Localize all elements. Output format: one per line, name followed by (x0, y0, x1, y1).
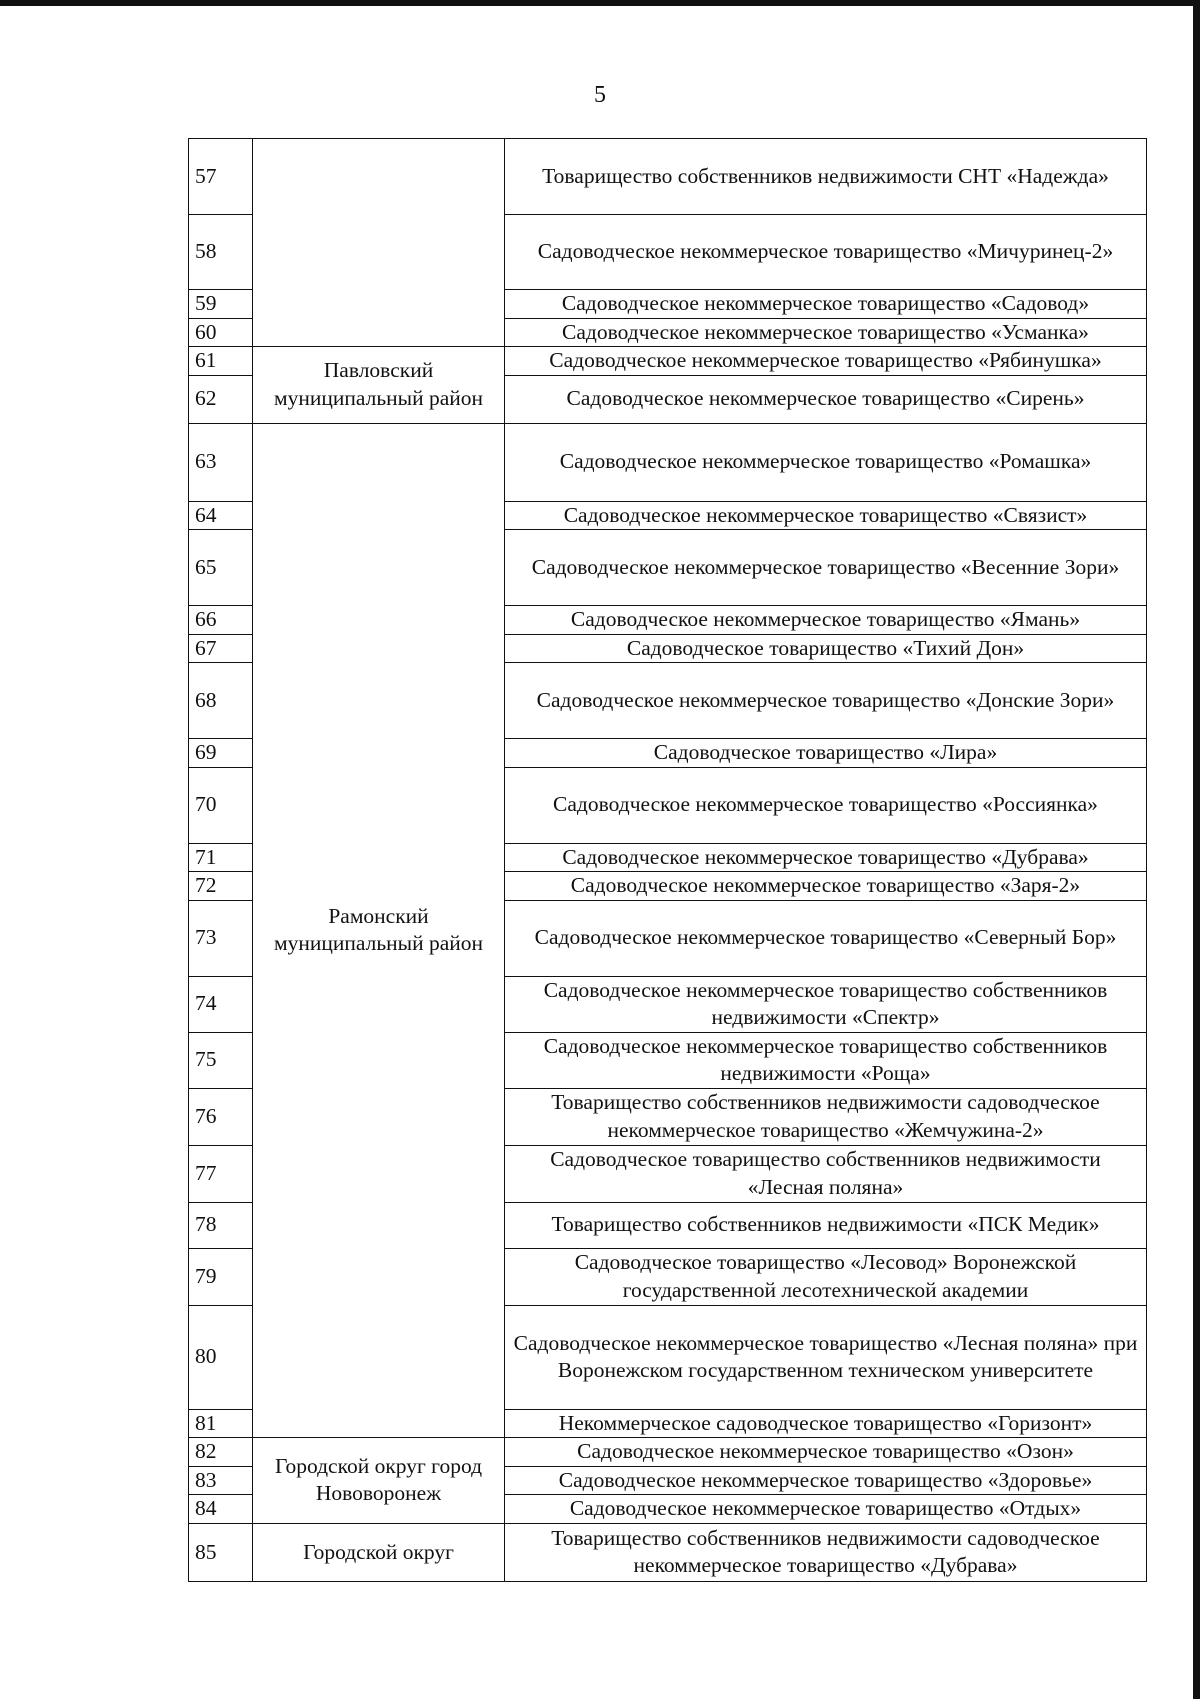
organization-name: Товарищество собственников недвижимости садоводческое некоммерческое товарищество «Жемчужина-2» (505, 1088, 1147, 1145)
row-number: 77 (189, 1145, 253, 1202)
organization-name: Товарищество собственников недвижимости «ПСК Медик» (505, 1202, 1147, 1248)
table-row (189, 423, 1147, 501)
row-number: 63 (189, 423, 253, 501)
organization-name: Садоводческое некоммерческое товарищество «Весенние Зори» (505, 530, 1147, 606)
row-number: 75 (189, 1032, 253, 1088)
organization-name: Садоводческое некоммерческое товарищество «Мичуринец-2» (505, 215, 1147, 290)
organization-name: Садоводческое некоммерческое товарищество собственников недвижимости «Роща» (505, 1032, 1147, 1088)
organization-name: Садоводческое некоммерческое товарищество «Садовод» (505, 290, 1147, 319)
scan-border-right (1193, 0, 1200, 1699)
district-name: Павловский муниципальный район (253, 347, 505, 424)
table-row (189, 139, 1147, 215)
organization-name: Садоводческое некоммерческое товарищество «Лесная поляна» при Воронежском государственном техническом университете (505, 1305, 1147, 1409)
organization-name: Садоводческое некоммерческое товарищество «Озон» (505, 1438, 1147, 1467)
organization-name: Садоводческое некоммерческое товарищество «Дубрава» (505, 843, 1147, 872)
district-name: Городской округ (253, 1523, 505, 1581)
organization-name: Садоводческое некоммерческое товарищество «Сирень» (505, 375, 1147, 423)
organization-name: Садоводческое некоммерческое товарищество «Отдых» (505, 1495, 1147, 1524)
row-number: 65 (189, 530, 253, 606)
row-number: 81 (189, 1409, 253, 1438)
organization-name: Садоводческое некоммерческое товарищество «Связист» (505, 501, 1147, 530)
row-number: 78 (189, 1202, 253, 1248)
row-number: 79 (189, 1248, 253, 1305)
row-number: 76 (189, 1088, 253, 1145)
organization-name: Садоводческое некоммерческое товарищество «Россиянка» (505, 767, 1147, 843)
row-number: 71 (189, 843, 253, 872)
table-row (189, 347, 1147, 376)
row-number: 85 (189, 1523, 253, 1581)
organization-name: Садоводческое некоммерческое товарищество «Ромашка» (505, 423, 1147, 501)
row-number: 57 (189, 139, 253, 215)
organization-name: Садоводческое товарищество «Лесовод» Воронежской государственной лесотехнической академии (505, 1248, 1147, 1305)
organization-name: Садоводческое некоммерческое товарищество «Северный Бор» (505, 900, 1147, 976)
row-number: 74 (189, 976, 253, 1032)
organization-name: Садоводческое некоммерческое товарищество собственников недвижимости «Спектр» (505, 976, 1147, 1032)
organization-name: Садоводческое товарищество собственников недвижимости «Лесная поляна» (505, 1145, 1147, 1202)
row-number: 61 (189, 347, 253, 376)
row-number: 62 (189, 375, 253, 423)
organization-name: Садоводческое товарищество «Тихий Дон» (505, 634, 1147, 663)
row-number: 70 (189, 767, 253, 843)
organization-name: Товарищество собственников недвижимости садоводческое некоммерческое товарищество «Дубрава» (505, 1523, 1147, 1581)
row-number: 66 (189, 606, 253, 635)
table-row (189, 1523, 1147, 1581)
page-number: 5 (594, 82, 606, 108)
row-number: 60 (189, 318, 253, 347)
organization-name: Садоводческое некоммерческое товарищество «Здоровье» (505, 1466, 1147, 1495)
row-number: 83 (189, 1466, 253, 1495)
table-row (189, 1438, 1147, 1467)
row-number: 59 (189, 290, 253, 319)
organization-name: Товарищество собственников недвижимости СНТ «Надежда» (505, 139, 1147, 215)
row-number: 82 (189, 1438, 253, 1467)
organization-name: Садоводческое некоммерческое товарищество «Заря-2» (505, 872, 1147, 901)
organization-name: Садоводческое товарищество «Лира» (505, 739, 1147, 768)
row-number: 69 (189, 739, 253, 768)
district-name: Городской округ город Нововоронеж (253, 1438, 505, 1524)
organization-name: Садоводческое некоммерческое товарищество «Усманка» (505, 318, 1147, 347)
scan-border-top (0, 0, 1200, 6)
organization-name: Некоммерческое садоводческое товарищество «Горизонт» (505, 1409, 1147, 1438)
organizations-table (188, 138, 1147, 1582)
row-number: 80 (189, 1305, 253, 1409)
row-number: 58 (189, 215, 253, 290)
district-name: Рамонский муниципальный район (253, 423, 505, 1438)
row-number: 73 (189, 900, 253, 976)
row-number: 72 (189, 872, 253, 901)
organization-name: Садоводческое некоммерческое товарищество «Рябинушка» (505, 347, 1147, 376)
row-number: 64 (189, 501, 253, 530)
district-cell (253, 139, 505, 347)
organization-name: Садоводческое некоммерческое товарищество «Донские Зори» (505, 663, 1147, 739)
row-number: 68 (189, 663, 253, 739)
organization-name: Садоводческое некоммерческое товарищество «Ямань» (505, 606, 1147, 635)
row-number: 84 (189, 1495, 253, 1524)
row-number: 67 (189, 634, 253, 663)
